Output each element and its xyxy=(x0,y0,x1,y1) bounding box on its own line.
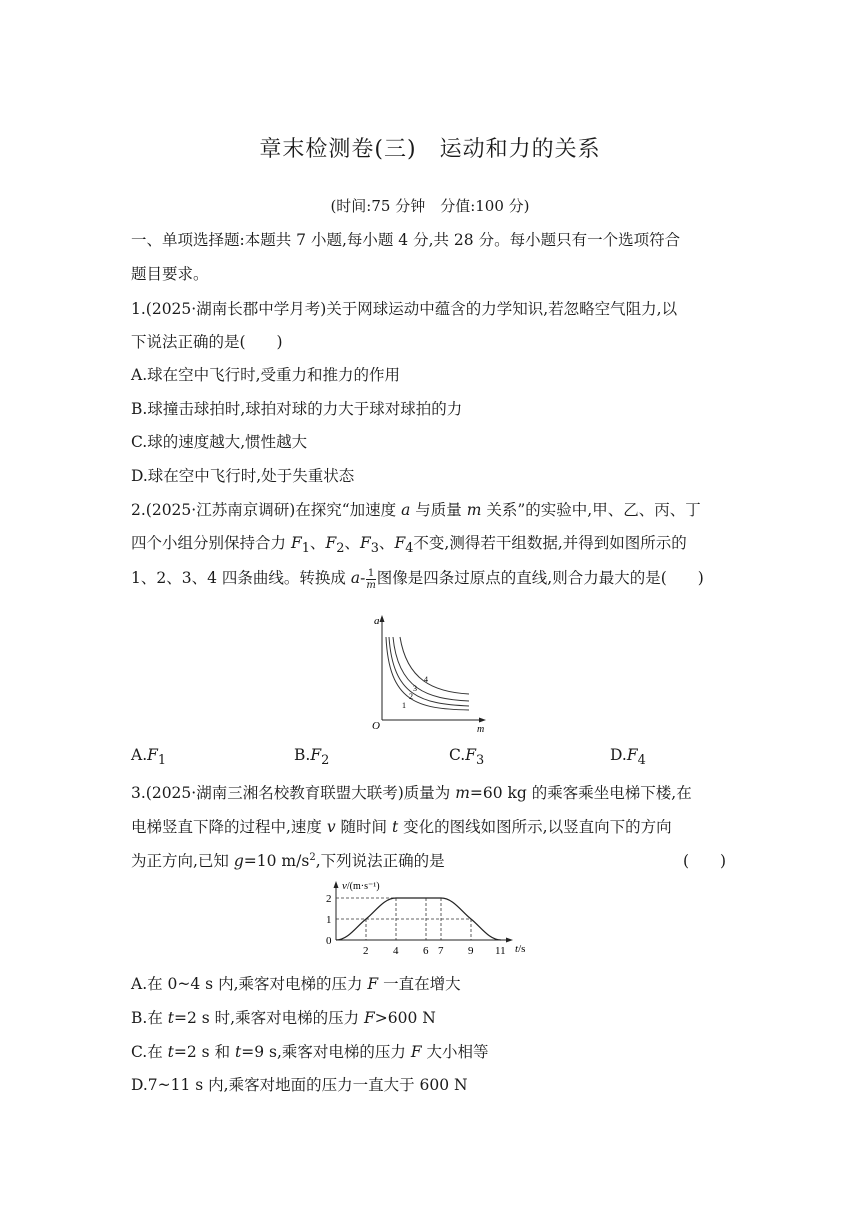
q1-option-b: B.球撞击球拍时,球拍对球的力大于球对球拍的力 xyxy=(131,400,463,418)
q3-option-d: D.7~11 s 内,乘客对地面的压力一直大于 600 N xyxy=(131,1076,468,1094)
origin-label: O xyxy=(372,720,380,732)
x-tick-label: 7 xyxy=(438,945,444,957)
y-tick-label: 0 xyxy=(326,935,332,947)
y-tick-label: 2 xyxy=(326,893,332,905)
q1-option-d: D.球在空中飞行时,处于失重状态 xyxy=(131,467,355,485)
x-tick-label: 4 xyxy=(393,945,399,957)
q1-stem: 1.(2025·湖南长郡中学月考)关于网球运动中蕴含的力学知识,若忽略空气阻力,以 xyxy=(131,300,678,318)
x-tick-label: 11 xyxy=(495,945,506,957)
x-axis-arrow xyxy=(506,938,513,943)
page-title: 章末检测卷(三) 运动和力的关系 xyxy=(259,137,601,162)
q2-figure-a-m-curves xyxy=(365,612,490,732)
curve-3-label: 3 xyxy=(413,684,417,693)
x-tick-label: 2 xyxy=(363,945,369,957)
q3-stem-cont2: 为正方向,已知 g=10 $m/s^2$,下列说法正确的是 xyxy=(131,851,445,870)
exam-info: (时间:75 分钟 分值:100 分) xyxy=(330,197,530,215)
section-heading: 一、单项选择题:本题共 7 小题,每小题 4 分,共 28 分。每小题只有一个选项符合 xyxy=(131,231,681,249)
q2-option-b: $B.F_2$ xyxy=(294,746,330,769)
curve-1 xyxy=(386,637,469,710)
curve-3 xyxy=(393,637,469,701)
x-axis-label: t/s xyxy=(515,943,526,955)
q1-stem-cont: 下说法正确的是( ) xyxy=(131,333,283,351)
y-axis-label: v/(m·s⁻¹) xyxy=(342,880,380,892)
q2-stem-cont2: 1、2、3、4 四条曲线。转换成 a- $\frac{1}{m}$ 图像是四条过原点的直线,则合力最大的是( ) xyxy=(131,567,704,591)
curve-2 xyxy=(389,637,469,706)
curve-2-label: 2 xyxy=(409,692,413,701)
x-tick-label: 9 xyxy=(468,945,474,957)
q2-option-a: $A.F_1$ xyxy=(131,746,167,769)
fraction-one-over-m: $\frac{1}{m}$ xyxy=(366,567,376,591)
y-axis-arrow xyxy=(380,615,385,622)
q2-option-c: $C.F_3$ xyxy=(449,746,485,769)
q2-stem: 2.(2025·江苏南京调研)在探究“加速度 a 与质量 m 关系”的实验中,甲、乙、丙、丁 xyxy=(131,501,701,519)
curve-1-label: 1 xyxy=(402,701,406,710)
q1-option-c: C.球的速度越大,惯性越大 xyxy=(131,433,308,451)
q3-answer-bracket: ( ) xyxy=(683,852,727,870)
vt-axes xyxy=(334,880,526,955)
curve-4 xyxy=(400,637,469,694)
x-axis-arrow xyxy=(479,718,486,723)
y-axis-arrow xyxy=(334,881,339,888)
x-tick-label: 6 xyxy=(423,945,429,957)
q1-option-a: A.球在空中飞行时,受重力和推力的作用 xyxy=(131,366,401,384)
q2-stem-cont: 四个小组分别保持合力 $F_1$、$F_2$、$F_3$、$F_4$不变,测得若干组数据,并得到如图所示的 xyxy=(131,534,687,557)
y-tick-label: 1 xyxy=(326,914,332,926)
q3-option-a: A.在 0~4 s 内,乘客对电梯的压力 F 一直在增大 xyxy=(131,975,461,993)
q3-vt-chart xyxy=(322,876,537,962)
x-axis-label: m xyxy=(477,724,485,732)
q2-option-d: $D.F_4$ xyxy=(610,746,646,769)
y-axis-label: a xyxy=(374,615,380,627)
curve-4-label: 4 xyxy=(424,675,428,684)
q3-stem-cont: 电梯竖直下降的过程中,速度 v 随时间 t 变化的图线如图所示,以竖直向下的方向 xyxy=(131,818,672,836)
q3-option-c: C.在 t=2 s 和 t=9 s,乘客对电梯的压力 F 大小相等 xyxy=(131,1043,489,1061)
section-heading-cont: 题目要求。 xyxy=(131,265,209,283)
q3-stem: 3.(2025·湖南三湘名校教育联盟大联考)质量为 m=60 kg 的乘客乘坐电梯下楼,在 xyxy=(131,784,692,802)
q3-option-b: B.在 t=2 s 时,乘客对电梯的压力 F>600 N xyxy=(131,1009,436,1027)
